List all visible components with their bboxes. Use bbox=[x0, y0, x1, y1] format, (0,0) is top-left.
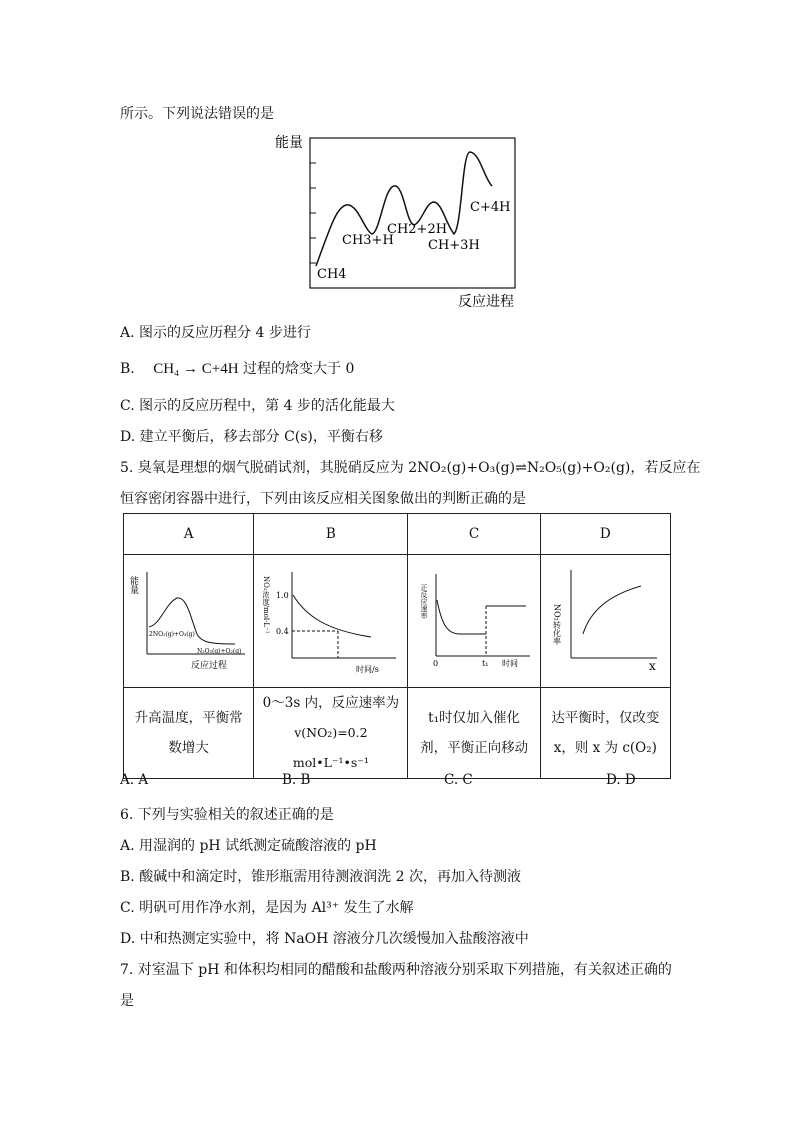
graph-b-cell bbox=[254, 555, 408, 688]
graph-a-ylabel: 能量 bbox=[127, 576, 138, 594]
graph-d-ylabel: NO₂转化率 bbox=[552, 604, 562, 645]
desc-a bbox=[124, 688, 254, 779]
graph-b bbox=[256, 564, 406, 674]
q6-option-a: A. 用湿润的 pH 试纸测定硫酸溶液的 pH bbox=[120, 838, 377, 854]
graph-c-origin: 0 bbox=[433, 659, 439, 668]
progress-axis-label: 反应进程 bbox=[458, 294, 514, 310]
desc-d bbox=[540, 688, 670, 779]
y-ticks bbox=[310, 163, 316, 263]
energy-axis-label: 能量 bbox=[275, 135, 303, 151]
header-b: B bbox=[254, 514, 408, 555]
q6-option-d: D. 中和热测定实验中，将 NaOH 溶液分几次缓慢加入盐酸溶液中 bbox=[120, 931, 529, 947]
desc-c-line2: 剂，平衡正向移动 bbox=[420, 740, 529, 756]
graph-b-xlabel: 时间/s bbox=[355, 665, 379, 674]
header-a: A bbox=[124, 514, 254, 555]
q4-option-b bbox=[120, 358, 354, 378]
q5-answer-a: A. A bbox=[120, 772, 149, 788]
q6-option-b: B. 酸碱中和滴定时，锥形瓶需用待测液润洗 2 次，再加入待测液 bbox=[120, 869, 521, 885]
desc-a-line1: 升高温度，平衡常 bbox=[134, 710, 243, 726]
graph-d-cell bbox=[540, 555, 670, 688]
graph-b-tick-low: 0.4 bbox=[275, 627, 289, 636]
graph-a-xlabel: 反应过程 bbox=[190, 661, 227, 671]
graph-a-reactants: 2NO₂(g)+O₃(g) bbox=[148, 631, 195, 638]
label-c4h: C+4H bbox=[470, 200, 511, 215]
label-ch2h: CH2+2H bbox=[387, 222, 448, 237]
graph-b-tick-high: 1.0 bbox=[275, 591, 289, 600]
q7-stem-line2: 是 bbox=[120, 993, 134, 1009]
graph-a bbox=[125, 564, 253, 674]
energy-diagram bbox=[270, 128, 530, 313]
graph-c-cell bbox=[408, 555, 540, 688]
desc-d-line1: 达平衡时，仅改变 bbox=[551, 710, 660, 726]
desc-a-line2: 数增大 bbox=[168, 740, 209, 756]
q4-option-b-text: 过程的焓变大于 0 bbox=[243, 361, 355, 377]
graph-c-ylabel: 正反应速率 bbox=[420, 584, 429, 619]
q5-answer-b: B. B bbox=[282, 772, 311, 788]
q5-answer-d: D. D bbox=[606, 772, 636, 788]
desc-b bbox=[254, 688, 408, 779]
q6-option-c: C. 明矾可用作净水剂，是因为 Al³⁺ 发生了水解 bbox=[120, 900, 414, 916]
intro-text: 所示。下列说法错误的是 bbox=[120, 106, 274, 122]
q5-stem-line2: 恒容密闭容器中进行，下列由该反应相关图象做出的判断正确的是 bbox=[120, 491, 526, 507]
q4-option-b-formula: CH₄ → C+4H bbox=[153, 361, 239, 377]
q5-answer-c: C. C bbox=[444, 772, 473, 788]
header-c: C bbox=[408, 514, 540, 555]
label-chh: CH+3H bbox=[428, 238, 480, 253]
graph-c-xlabel: 时间 bbox=[502, 659, 519, 668]
q7-stem-line1: 7. 对室温下 pH 和体积均相同的醋酸和盐酸两种溶液分别采取下列措施，有关叙述正确的 bbox=[120, 962, 672, 978]
label-ch4: CH4 bbox=[317, 267, 347, 282]
desc-c-line1: t₁时仅加入催化 bbox=[428, 710, 520, 726]
q4-option-c: C. 图示的反应历程中，第 4 步的活化能最大 bbox=[120, 398, 395, 414]
desc-d-line2: x，则 x 为 c(O₂) bbox=[553, 740, 657, 756]
graph-a-products: N₂O₅(g)+O₂(g) bbox=[196, 648, 242, 655]
label-ch3h: CH3+H bbox=[342, 233, 394, 248]
q5-options-table bbox=[123, 513, 671, 779]
graph-d bbox=[541, 564, 669, 674]
q4-option-b-prefix: B. bbox=[120, 361, 135, 377]
q4-option-a: A. 图示的反应历程分 4 步进行 bbox=[120, 325, 311, 341]
q5-stem-line1: 5. 臭氧是理想的烟气脱硝试剂，其脱硝反应为 2NO₂(g)+O₃(g)⇌N₂O₅(g)+O₂(g)，若反应在 bbox=[120, 460, 701, 476]
q6-stem: 6. 下列与实验相关的叙述正确的是 bbox=[120, 807, 334, 823]
desc-c bbox=[408, 688, 540, 779]
desc-b-line2: v(NO₂)=0.2 mol•L⁻¹•s⁻¹ bbox=[292, 725, 369, 770]
graph-b-ylabel: NO₂浓度/mol·L⁻¹ bbox=[261, 576, 270, 634]
q4-option-d: D. 建立平衡后，移去部分 C(s)，平衡右移 bbox=[120, 429, 383, 445]
graph-c bbox=[410, 564, 538, 674]
header-d: D bbox=[540, 514, 670, 555]
graph-c-t1: t₁ bbox=[482, 659, 489, 668]
graph-a-cell bbox=[124, 555, 254, 688]
desc-b-line1: 0～3s 内，反应速率为 bbox=[262, 695, 400, 711]
graph-d-xlabel: x bbox=[649, 659, 657, 673]
